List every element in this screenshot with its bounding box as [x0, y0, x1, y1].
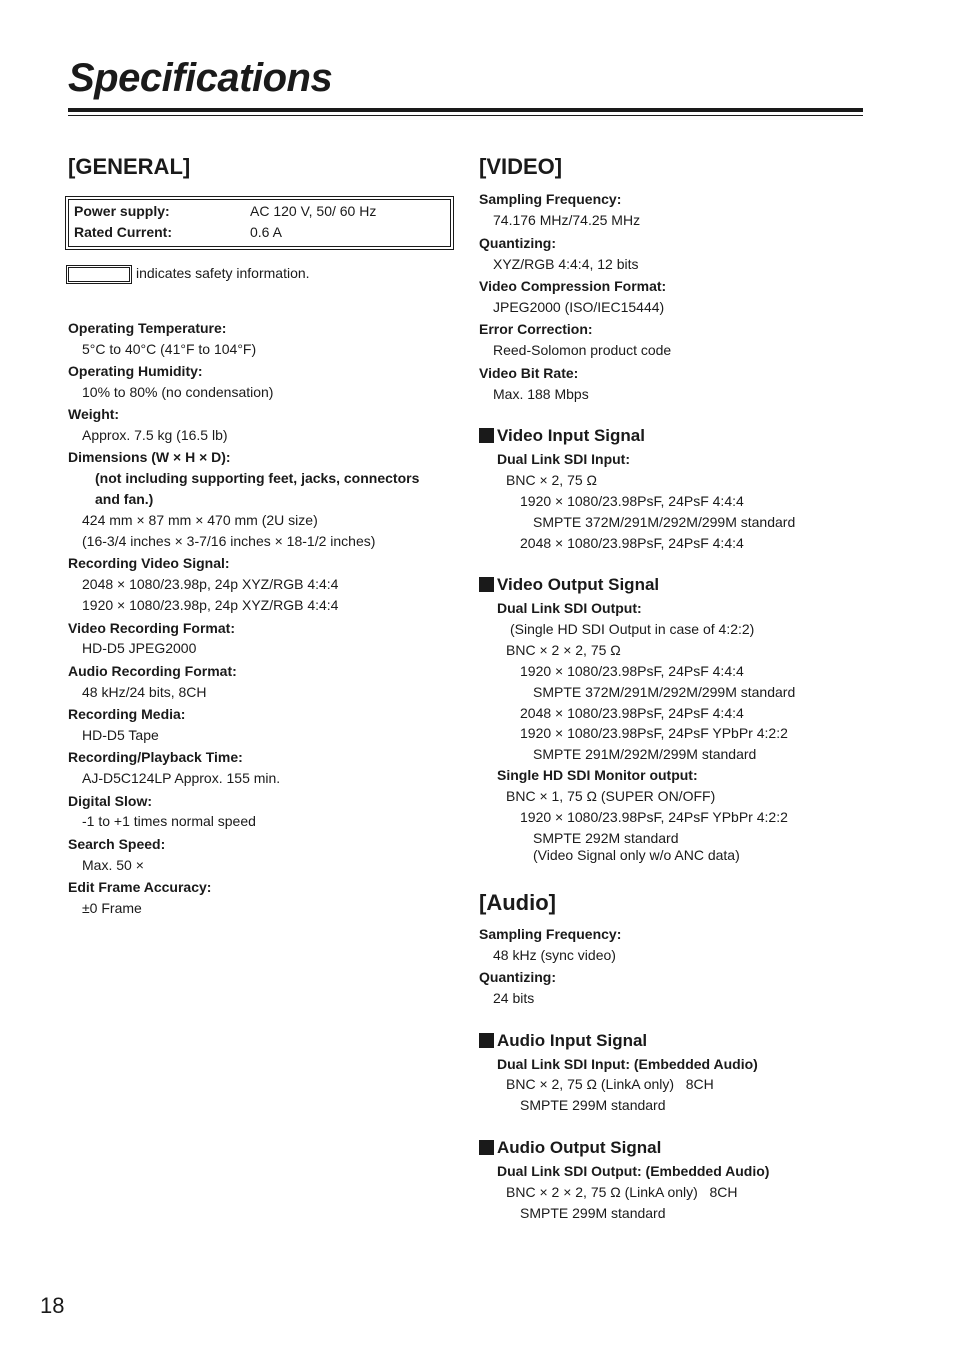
spec-value: Reed-Solomon product code [493, 342, 672, 358]
signal-line: SMPTE 299M standard [520, 1097, 666, 1113]
power-supply-value: AC 120 V, 50/ 60 Hz [250, 203, 377, 219]
power-supply-label: Power supply: [74, 203, 170, 219]
signal-line: BNC × 2, 75 Ω [506, 472, 598, 488]
signal-line: SMPTE 372M/291M/292M/299M standard [533, 514, 796, 530]
spec-label: Video Bit Rate: [479, 365, 579, 381]
section-title: Video Input Signal [497, 426, 645, 445]
spec-value: 48 kHz (sync video) [493, 947, 616, 963]
spec-label: Digital Slow: [68, 793, 152, 809]
signal-line: 2048 × 1080/23.98PsF, 24PsF 4:4:4 [520, 705, 744, 721]
signal-line: (Single HD SDI Output in case of 4:2:2) [510, 621, 755, 637]
section-title: Video Output Signal [497, 575, 660, 594]
spec-label: Quantizing: [479, 235, 556, 251]
spec-note: and fan.) [95, 491, 154, 507]
spec-label: Error Correction: [479, 321, 593, 337]
title-rule-thick [68, 108, 863, 112]
section-title: Audio Output Signal [497, 1138, 662, 1157]
spec-value: 5°C to 40°C (41°F to 104°F) [82, 341, 257, 357]
spec-label: Sampling Frequency: [479, 191, 622, 207]
signal-line: SMPTE 291M/292M/299M standard [533, 746, 757, 762]
audio-input-heading [479, 1031, 647, 1051]
bullet-square-icon [479, 577, 494, 592]
spec-label: Edit Frame Accuracy: [68, 879, 212, 895]
audio-output-heading [479, 1138, 661, 1158]
signal-line: SMPTE 299M standard [520, 1205, 666, 1221]
spec-label: Recording/Playback Time: [68, 749, 243, 765]
spec-label: Dimensions (W × H × D): [68, 449, 231, 465]
spec-value: 48 kHz/24 bits, 8CH [82, 684, 207, 700]
signal-line: BNC × 2 × 2, 75 Ω (LinkA only) 8CH [506, 1184, 738, 1200]
signal-line: 1920 × 1080/23.98PsF, 24PsF YPbPr 4:2:2 [520, 809, 788, 825]
sub-label: Single HD SDI Monitor output: [497, 767, 698, 783]
spec-label: Operating Humidity: [68, 363, 203, 379]
safety-symbol-box [68, 267, 130, 282]
spec-label: Weight: [68, 406, 120, 422]
spec-value: Max. 50 × [82, 857, 144, 873]
spec-label: Recording Media: [68, 706, 186, 722]
audio-heading: [Audio] [479, 890, 556, 915]
spec-value: Max. 188 Mbps [493, 386, 589, 402]
signal-line: 1920 × 1080/23.98PsF, 24PsF 4:4:4 [520, 663, 744, 679]
sub-label: Dual Link SDI Output: [497, 600, 642, 616]
spec-value: XYZ/RGB 4:4:4, 12 bits [493, 256, 639, 272]
spec-value: -1 to +1 times normal speed [82, 813, 256, 829]
spec-label: Quantizing: [479, 969, 556, 985]
bullet-square-icon [479, 1140, 494, 1155]
spec-note: (not including supporting feet, jacks, connectors [95, 470, 420, 486]
spec-value: JPEG2000 (ISO/IEC15444) [493, 299, 665, 315]
spec-value: 1920 × 1080/23.98p, 24p XYZ/RGB 4:4:4 [82, 597, 339, 613]
spec-label: Audio Recording Format: [68, 663, 237, 679]
spec-value: 2048 × 1080/23.98p, 24p XYZ/RGB 4:4:4 [82, 576, 339, 592]
video-output-heading [479, 575, 659, 595]
signal-line: BNC × 2, 75 Ω (LinkA only) 8CH [506, 1076, 714, 1092]
rated-current-value: 0.6 A [250, 224, 282, 240]
sub-label: Dual Link SDI Output: (Embedded Audio) [497, 1163, 770, 1179]
rated-current-label: Rated Current: [74, 224, 173, 240]
spec-label: Operating Temperature: [68, 320, 227, 336]
sub-label: Dual Link SDI Input: [497, 451, 630, 467]
video-heading: [VIDEO] [479, 154, 563, 179]
video-input-heading [479, 426, 645, 446]
spec-value: HD-D5 Tape [82, 727, 159, 743]
general-heading: [GENERAL] [68, 154, 191, 179]
signal-line: BNC × 1, 75 Ω (SUPER ON/OFF) [506, 788, 716, 804]
signal-line: 2048 × 1080/23.98PsF, 24PsF 4:4:4 [520, 535, 744, 551]
signal-line: BNC × 2 × 2, 75 Ω [506, 642, 621, 658]
spec-value: AJ-D5C124LP Approx. 155 min. [82, 770, 281, 786]
signal-line: 1920 × 1080/23.98PsF, 24PsF 4:4:4 [520, 493, 744, 509]
signal-line: SMPTE 292M standard [533, 830, 679, 846]
spec-value: 24 bits [493, 990, 535, 1006]
sub-label: Dual Link SDI Input: (Embedded Audio) [497, 1056, 758, 1072]
spec-value: Approx. 7.5 kg (16.5 lb) [82, 427, 228, 443]
spec-value: ±0 Frame [82, 900, 142, 916]
spec-label: Video Compression Format: [479, 278, 667, 294]
page-number: 18 [40, 1293, 65, 1318]
bullet-square-icon [479, 428, 494, 443]
page-title: Specifications [68, 56, 333, 100]
section-title: Audio Input Signal [497, 1031, 648, 1050]
spec-label: Sampling Frequency: [479, 926, 622, 942]
spec-label: Video Recording Format: [68, 620, 235, 636]
spec-value: 74.176 MHz/74.25 MHz [493, 212, 641, 228]
signal-line: 1920 × 1080/23.98PsF, 24PsF YPbPr 4:2:2 [520, 725, 788, 741]
signal-line: SMPTE 372M/291M/292M/299M standard [533, 684, 796, 700]
spec-value: (16-3/4 inches × 3-7/16 inches × 18-1/2 inches) [82, 533, 376, 549]
spec-value: HD-D5 JPEG2000 [82, 640, 197, 656]
spec-value: 424 mm × 87 mm × 470 mm (2U size) [82, 512, 318, 528]
spec-value: 10% to 80% (no condensation) [82, 384, 274, 400]
spec-label: Search Speed: [68, 836, 166, 852]
signal-line: (Video Signal only w/o ANC data) [533, 847, 740, 863]
title-rule-thin [68, 115, 863, 116]
safety-note: indicates safety information. [136, 265, 310, 281]
spec-label: Recording Video Signal: [68, 555, 230, 571]
bullet-square-icon [479, 1033, 494, 1048]
